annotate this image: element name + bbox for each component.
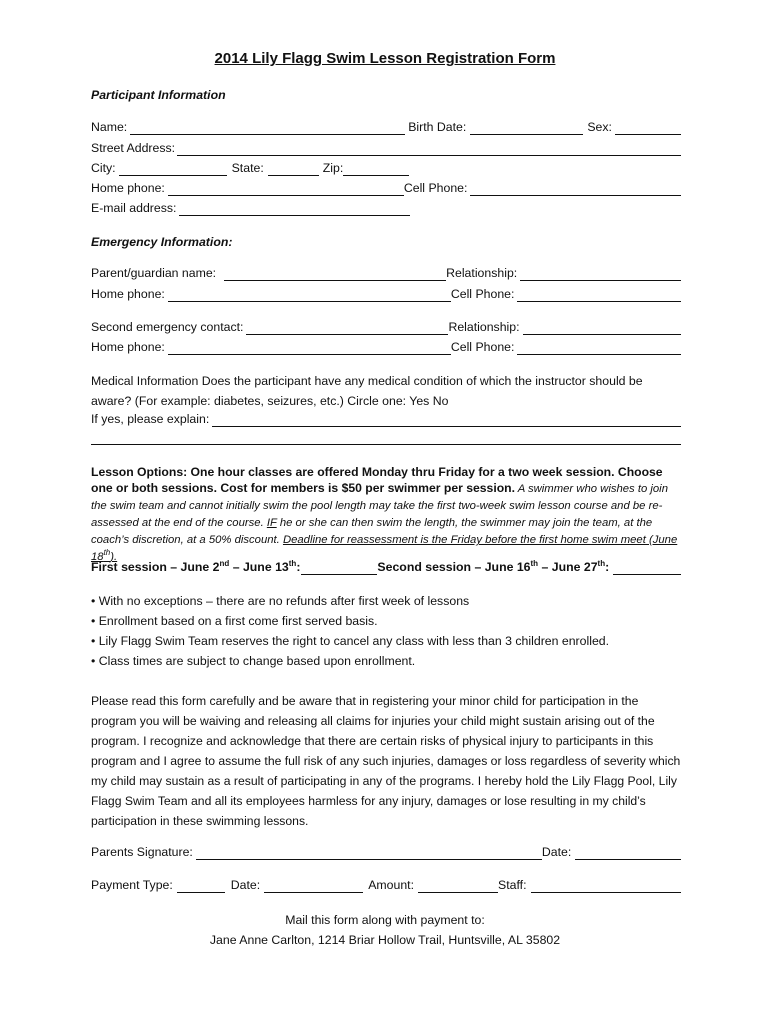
sessions-row	[91, 560, 681, 575]
sex-label: Sex:	[587, 120, 612, 134]
second-contact-row	[91, 320, 681, 335]
parent-signature-field[interactable]	[196, 846, 542, 860]
home-phone-row	[91, 181, 681, 196]
second-cell-phone-label: Cell Phone:	[450, 340, 515, 354]
medical-line-1: Medical Information Does the participant have any medical condition of which the instructor should be	[91, 374, 643, 388]
first-session-sup-1: nd	[219, 558, 230, 568]
emergency-heading: Emergency Information:	[91, 235, 233, 249]
participant-heading: Participant Information	[91, 88, 226, 102]
amount-label: Amount:	[368, 878, 414, 892]
emergency-cell-phone-label: Cell Phone:	[450, 287, 515, 301]
second-relationship-label: Relationship:	[448, 320, 520, 334]
bullet-item: • Enrollment based on a first come first served basis.	[91, 614, 378, 628]
form-title: 2014 Lily Flagg Swim Lesson Registration Form	[214, 50, 556, 67]
staff-field[interactable]	[531, 879, 682, 893]
first-session-end: :	[296, 560, 301, 574]
signature-row	[91, 845, 681, 860]
deadline-end: ).	[110, 551, 118, 563]
mail-instruction: Mail this form along with payment to:	[285, 913, 485, 927]
office-date-label: Date:	[230, 878, 261, 892]
birth-date-label: Birth Date:	[408, 120, 467, 134]
street-label: Street Address:	[91, 141, 176, 155]
payment-type-label: Payment Type:	[91, 878, 173, 892]
second-cell-phone-field[interactable]	[517, 341, 681, 355]
first-session-field[interactable]	[301, 561, 377, 575]
emergency-phone-row	[91, 287, 681, 302]
zip-label: Zip:	[322, 161, 344, 175]
lesson-options-if: IF	[266, 517, 277, 529]
first-session-mid: – June 13	[229, 560, 289, 574]
city-label: City:	[91, 161, 116, 175]
state-label: State:	[231, 161, 264, 175]
second-home-phone-label: Home phone:	[91, 340, 165, 354]
lesson-options-bold: Lesson Options: One hour classes are offered Monday thru Friday for a two week session. Choose one or both sessions. Cost for members is $50 per swimmer per session.	[91, 465, 663, 495]
amount-field[interactable]	[418, 879, 498, 893]
second-session-label	[377, 560, 609, 575]
street-row	[91, 141, 681, 156]
sex-field[interactable]	[615, 121, 681, 135]
state-field[interactable]	[268, 162, 319, 176]
parent-signature-label: Parents Signature:	[91, 845, 193, 859]
birth-date-field[interactable]	[470, 121, 583, 135]
second-relationship-field[interactable]	[523, 321, 681, 335]
second-session-text: Second session – June 16	[377, 560, 531, 574]
second-home-phone-field[interactable]	[168, 341, 451, 355]
lesson-options-italic-2: he or she can then swim the length, the swimmer may join the team, at the coach’s discretion, at a 50% discount.	[91, 517, 653, 546]
signature-date-label: Date:	[541, 845, 572, 859]
bullet-item: • Lily Flagg Swim Team reserves the right to cancel any class with less than 3 children enrolled.	[91, 634, 610, 648]
second-session-sup-1: th	[530, 558, 539, 568]
city-field[interactable]	[119, 162, 227, 176]
explain-field-2[interactable]	[91, 431, 681, 445]
city-row	[91, 161, 681, 176]
parent-name-label: Parent/guardian name:	[91, 266, 217, 280]
emergency-cell-phone-field[interactable]	[517, 288, 681, 302]
deadline-main: Deadline for reassessment is the Friday before the first home swim meet (June 18	[91, 534, 678, 563]
home-phone-label: Home phone:	[91, 181, 165, 195]
email-row	[91, 201, 681, 216]
email-field[interactable]	[179, 202, 410, 216]
cell-phone-label: Cell Phone:	[403, 181, 468, 195]
relationship-label: Relationship:	[446, 266, 518, 280]
relationship-field[interactable]	[520, 267, 681, 281]
first-session-text: First session – June 2	[91, 560, 220, 574]
explain-row-2	[91, 431, 681, 445]
email-label: E-mail address:	[91, 201, 177, 215]
mail-address: Jane Anne Carlton, 1214 Briar Hollow Trail, Huntsville, AL 35802	[209, 933, 561, 947]
office-row	[91, 878, 681, 893]
second-contact-label: Second emergency contact:	[91, 320, 244, 334]
second-session-end: :	[605, 560, 610, 574]
signature-date-field[interactable]	[575, 846, 681, 860]
second-contact-field[interactable]	[246, 321, 448, 335]
bullet-item: • Class times are subject to change based upon enrollment.	[91, 654, 416, 668]
parent-name-field[interactable]	[224, 267, 446, 281]
lesson-options	[91, 464, 683, 565]
payment-type-field[interactable]	[177, 879, 225, 893]
name-field[interactable]	[130, 121, 405, 135]
lesson-options-italic-1: A swimmer who wishes to join the swim team and cannot initially swim the pool length may take the first two-week swim lesson course and be re-assessed at the end of the course.	[91, 483, 668, 529]
street-field[interactable]	[177, 142, 681, 156]
first-session-label	[91, 560, 300, 575]
emergency-home-phone-field[interactable]	[168, 288, 451, 302]
medical-line-2: aware? (For example: diabetes, seizures, etc.) Circle one: Yes No	[91, 394, 449, 408]
first-session-sup-2: th	[288, 558, 297, 568]
second-phone-row	[91, 340, 681, 355]
zip-field[interactable]	[343, 162, 409, 176]
cell-phone-field[interactable]	[470, 182, 681, 196]
second-session-mid: – June 27	[538, 560, 598, 574]
name-row	[91, 120, 681, 135]
explain-row	[91, 412, 681, 427]
staff-label: Staff:	[498, 878, 527, 892]
policy-bullets	[91, 591, 681, 671]
parent-row	[91, 266, 681, 281]
name-label: Name:	[91, 120, 128, 134]
second-session-sup-2: th	[597, 558, 606, 568]
explain-label: If yes, please explain:	[91, 412, 210, 426]
bullet-item: • With no exceptions – there are no refunds after first week of lessons	[91, 594, 470, 608]
emergency-home-phone-label: Home phone:	[91, 287, 165, 301]
explain-field[interactable]	[212, 413, 681, 427]
deadline-sup: th	[103, 548, 111, 558]
waiver-paragraph: Please read this form carefully and be aware that in registering your minor child for participation in the program you will be waiving and releasing all claims for injuries your child might sustain arising out of the program. I recognize and acknowledge that there are certain risks of physical injury to participants in this program and I agree to assume the full risk of any such injuries, damages or loss regardless of severity which my child may sustain as a result of participating in any of the programs. I hereby hold the Lily Flagg Pool, Lily Flagg Swim Team and all its employees harmless for any injury, damages or lose resulting in my child’s participation in these swimming lessons.	[91, 694, 681, 828]
second-session-field[interactable]	[613, 561, 681, 575]
office-date-field[interactable]	[264, 879, 363, 893]
home-phone-field[interactable]	[168, 182, 404, 196]
